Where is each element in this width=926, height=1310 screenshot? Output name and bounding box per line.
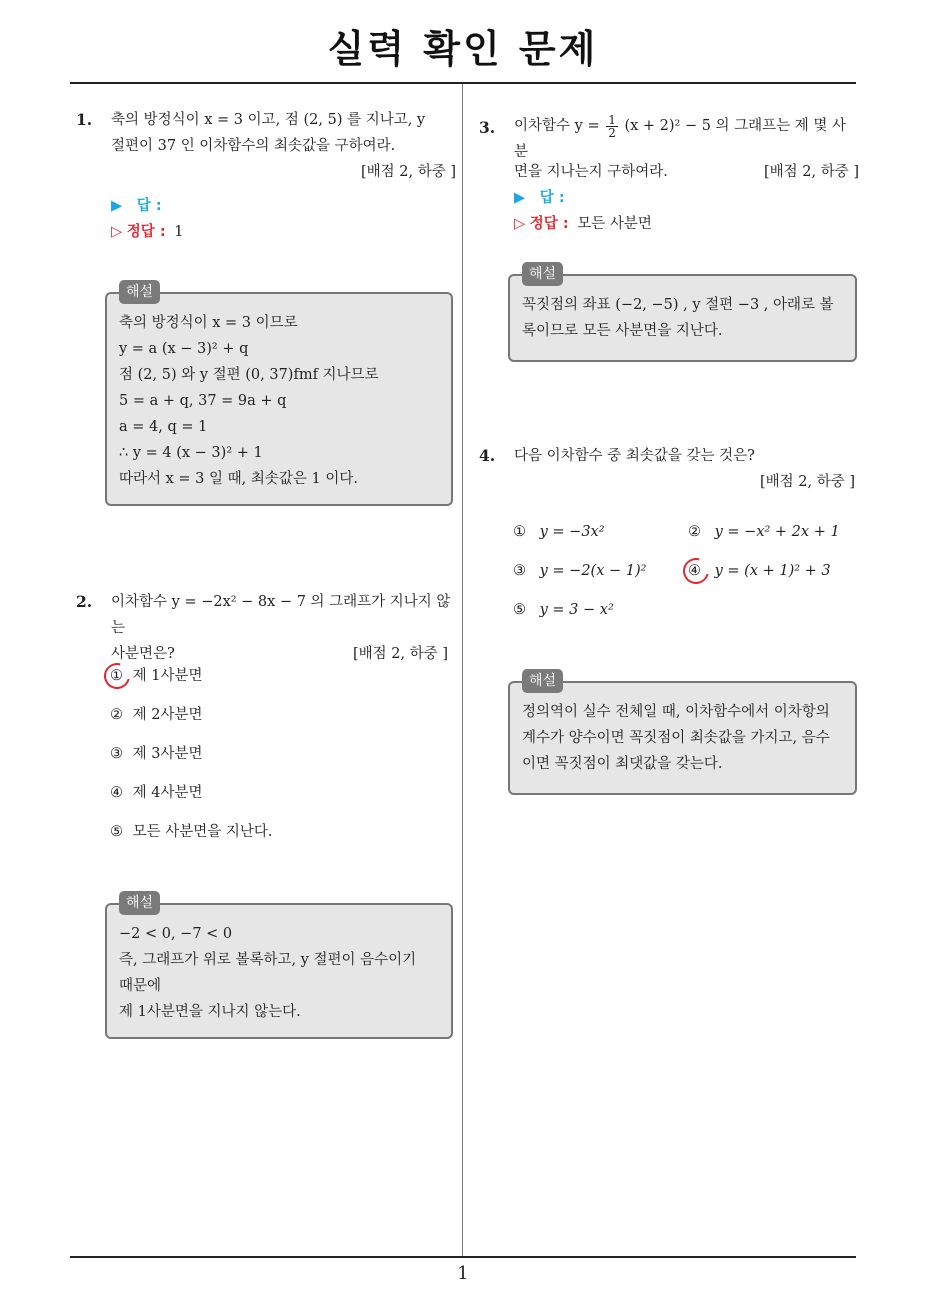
solution-tag: 해설 — [522, 262, 563, 286]
correct-value: 모든 사분면 — [577, 216, 652, 232]
solution-tag: 해설 — [119, 280, 160, 304]
solution-line: 때문에 — [119, 978, 162, 994]
choice-2[interactable] — [110, 705, 202, 725]
question-text-line: 축의 방정식이 x = 3 이고, 점 (2, 5) 를 지나고, y — [111, 112, 426, 128]
solution-line: −2 < 0, −7 < 0 — [119, 926, 233, 942]
choice-text: y = −2(x − 1)² — [539, 563, 647, 579]
question-text: 이차함수 y = — [514, 118, 600, 134]
question-number: 1. — [76, 110, 93, 129]
solution-line: 제 1사분면을 지나지 않는다. — [119, 1004, 301, 1020]
choice-text: y = (x + 1)² + 3 — [714, 563, 831, 579]
choice-text: 제 1사분면 — [132, 668, 203, 684]
correct-answer-line — [514, 211, 859, 237]
answer-arrow-icon: ▶ — [111, 198, 123, 214]
answer-arrow-icon: ▶ — [514, 190, 526, 206]
bottom-rule — [70, 1256, 856, 1258]
top-rule — [70, 82, 856, 84]
fraction-denominator: 2 — [608, 125, 616, 140]
solution-line: 정의역이 실수 전체일 때, 이차함수에서 이차항의 — [522, 704, 830, 720]
choice-number: ① — [110, 668, 123, 684]
question-text-line: 절편이 37 인 이차함수의 최솟값을 구하여라. — [111, 138, 396, 154]
solution-line: 이면 꼭짓점이 최댓값을 갖는다. — [522, 756, 723, 772]
answer-label: 답 : — [539, 190, 565, 206]
answer-line — [514, 185, 859, 211]
fraction-numerator: 1 — [608, 112, 616, 127]
solution-line: 따라서 x = 3 일 때, 최솟값은 1 이다. — [119, 471, 358, 487]
solution-line: ∴ y = 4 (x − 3)² + 1 — [119, 445, 263, 461]
answer-line — [111, 193, 456, 219]
solution-line: 록이므로 모든 사분면을 지난다. — [522, 323, 723, 339]
question-text: 면을 지나는지 구하여라. — [514, 164, 668, 180]
choice-text: 제 4사분면 — [132, 785, 203, 801]
choice-text: 제 3사분면 — [132, 746, 203, 762]
correct-label: 정답 : — [126, 224, 166, 240]
fraction — [606, 114, 618, 139]
question-text: (x + 2)² − 5 의 그래프는 제 몇 사분 — [514, 118, 847, 160]
question-2 — [76, 589, 456, 667]
choice-text: y = 3 − x² — [539, 602, 614, 618]
solution-tag: 해설 — [522, 669, 563, 693]
choice-number: ③ — [513, 563, 526, 579]
choice-2[interactable] — [688, 522, 840, 542]
correct-label: 정답 : — [529, 216, 569, 232]
choice-number: ① — [513, 524, 526, 540]
question-number: 3. — [479, 118, 496, 137]
solution-box-3 — [508, 266, 857, 362]
question-text-line: 다음 이차함수 중 최솟값을 갖는 것은? — [514, 448, 755, 464]
choice-1[interactable] — [513, 522, 605, 542]
question-text-line — [514, 159, 859, 185]
solution-line: a = 4, q = 1 — [119, 419, 208, 435]
question-number: 2. — [76, 592, 93, 611]
solution-line: 계수가 양수이면 꼭짓점이 최솟값을 가지고, 음수 — [522, 730, 830, 746]
question-text-line — [111, 641, 456, 667]
solution-line: y = a (x − 3)² + q — [119, 341, 249, 357]
question-text: 사분면은? — [111, 646, 175, 662]
solution-line: 점 (2, 5) 와 y 절편 (0, 37)fmf 지나므로 — [119, 367, 379, 383]
question-4 — [479, 443, 855, 495]
correct-value: 1 — [174, 224, 184, 240]
correct-answer-line — [111, 219, 456, 245]
solution-line: 5 = a + q, 37 = 9a + q — [119, 393, 287, 409]
page-number: 1 — [457, 1263, 469, 1284]
correct-arrow-icon: ▷ — [514, 216, 526, 232]
choice-5[interactable] — [110, 822, 273, 842]
page-title: 실력 확인 문제 — [327, 27, 599, 71]
choice-number: ④ — [110, 785, 123, 801]
choice-number: ④ — [688, 563, 701, 579]
solution-box-4 — [508, 673, 857, 795]
question-number: 4. — [479, 446, 496, 465]
solution-line: 축의 방정식이 x = 3 이므로 — [119, 315, 298, 331]
solution-tag: 해설 — [119, 891, 160, 915]
question-text-line: 이차함수 y = −2x² − 8x − 7 의 그래프가 지나지 않는 — [111, 594, 451, 636]
solution-box-1 — [105, 284, 453, 506]
question-3 — [479, 113, 859, 237]
points-label: [배점 2, 하중 ] — [360, 164, 456, 180]
choice-text: y = −x² + 2x + 1 — [714, 524, 840, 540]
choice-number: ⑤ — [110, 824, 123, 840]
solution-box-2 — [105, 895, 453, 1039]
choice-3[interactable] — [110, 744, 202, 764]
solution-line: 꼭짓점의 좌표 (−2, −5) , y 절편 −3 , 아래로 볼 — [522, 297, 834, 313]
question-text-line — [514, 113, 859, 165]
choice-4[interactable] — [110, 783, 202, 803]
choice-3[interactable] — [513, 561, 646, 581]
points-label: [배점 2, 하중 ] — [763, 164, 859, 180]
choice-number: ② — [688, 524, 701, 540]
choice-number: ⑤ — [513, 602, 526, 618]
question-1 — [76, 107, 456, 245]
choice-5[interactable] — [513, 600, 614, 620]
choice-text: 모든 사분면을 지난다. — [132, 824, 273, 840]
solution-line: 즉, 그래프가 위로 볼록하고, y 절편이 음수이기 — [119, 952, 417, 968]
choice-number: ③ — [110, 746, 123, 762]
points-label: [배점 2, 하중 ] — [759, 474, 855, 490]
selected-circle-icon — [678, 553, 714, 589]
points-label: [배점 2, 하중 ] — [352, 646, 448, 662]
column-divider — [462, 84, 463, 1256]
correct-arrow-icon: ▷ — [111, 224, 123, 240]
choice-text: 제 2사분면 — [132, 707, 203, 723]
choice-text: y = −3x² — [539, 524, 605, 540]
choice-number: ② — [110, 707, 123, 723]
answer-label: 답 : — [136, 198, 162, 214]
